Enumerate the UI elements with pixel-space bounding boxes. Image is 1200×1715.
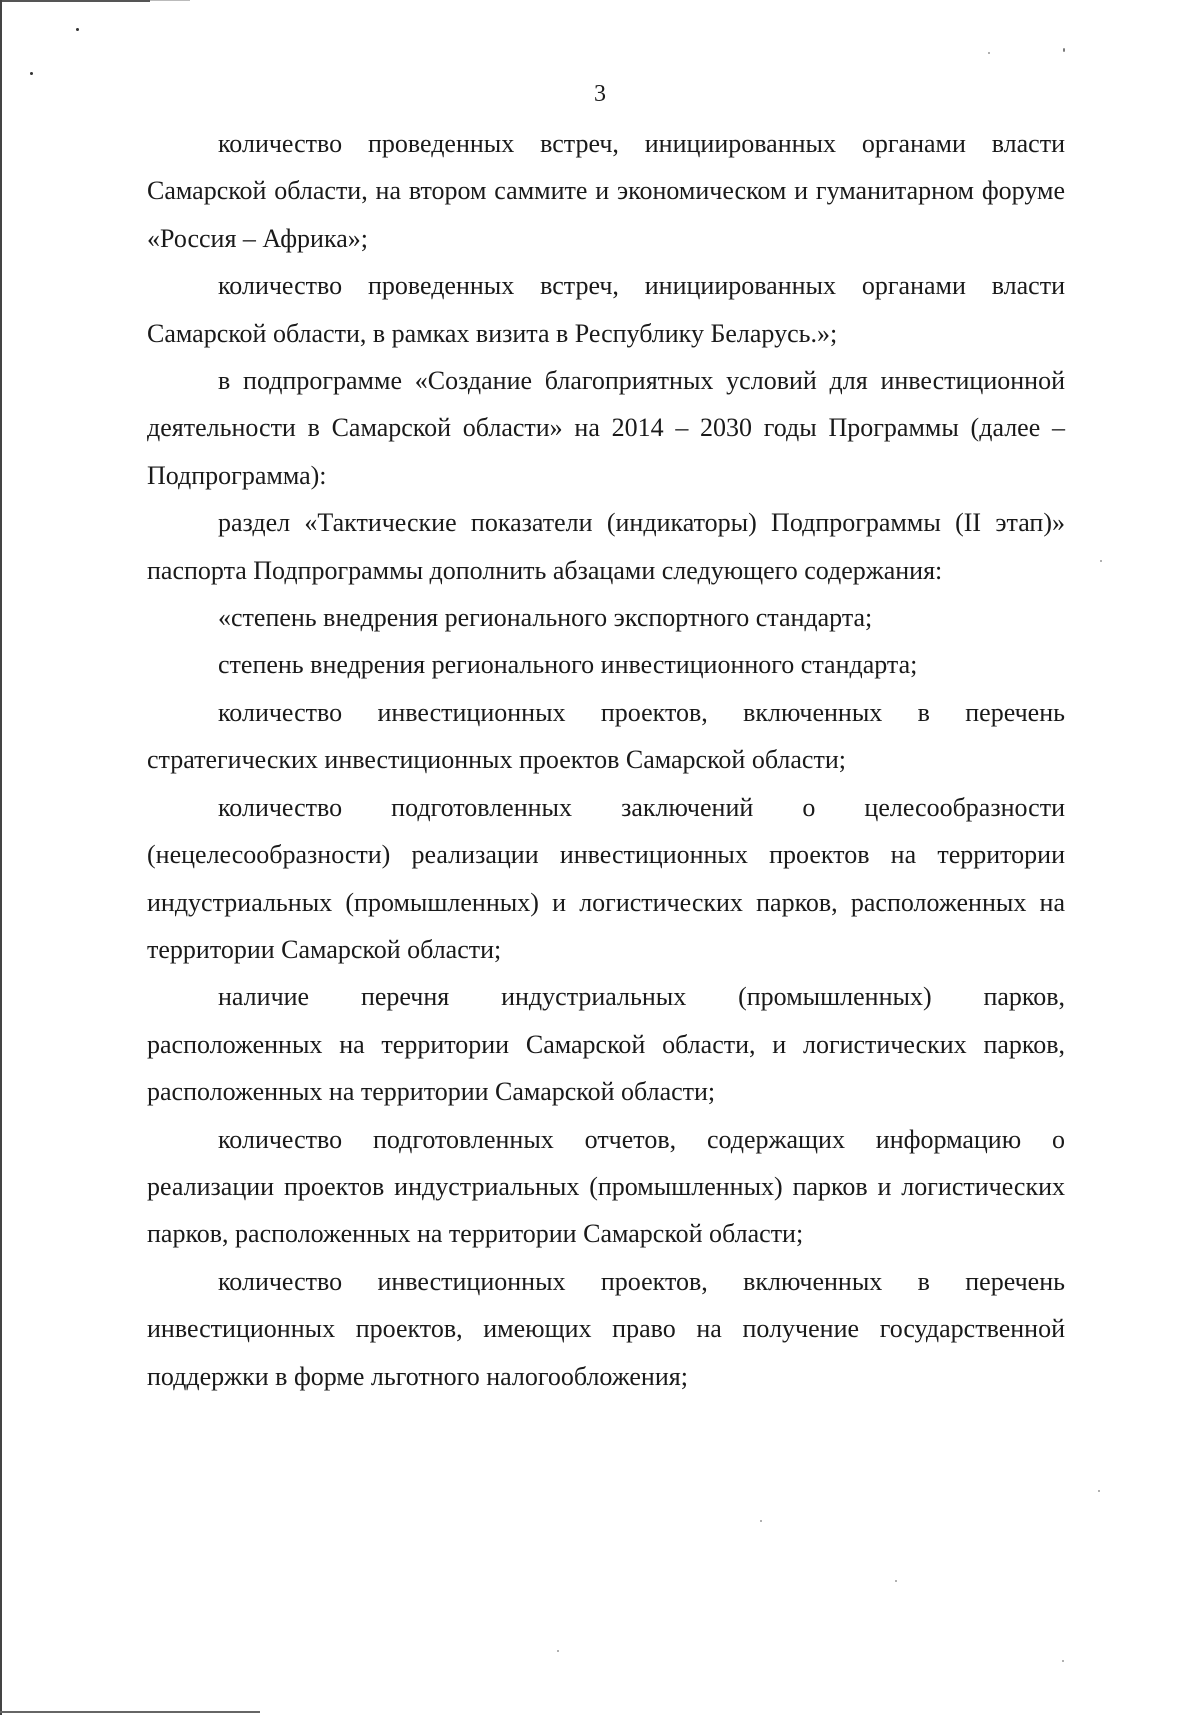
scan-edge-artifact [0, 0, 150, 2]
paragraph-subprogram-intro: в подпрограмме «Создание благоприятных условий для инвестиционной деятельности в Самарской области» на 2014 – 2030 годы Программы (далее – Подпрограмма): [147, 366, 1065, 490]
scan-speck [988, 52, 990, 54]
scan-speck [1062, 1660, 1064, 1662]
scan-speck [557, 1650, 559, 1652]
scan-speck [760, 1520, 762, 1522]
paragraph-meetings-africa: количество проведенных встреч, инициированных органами власти Самарской области, на втором саммите и экономическом и гуманитарном форуме «Россия – Африка»; [147, 129, 1065, 253]
paragraph-tax-support-projects: количество инвестиционных проектов, включенных в перечень инвестиционных проектов, имеющих право на получение государственной поддержки в форме льготного налогообложения; [147, 1266, 1065, 1391]
paragraph-section-amendment: раздел «Тактические показатели (индикаторы) Подпрограммы (II этап)» паспорта Подпрограммы дополнить абзацами следующего содержания: [147, 508, 1065, 585]
document-body [147, 120, 1065, 1400]
scan-edge-artifact [150, 0, 190, 1]
scan-edge-artifact [0, 1711, 260, 1713]
scan-speck [1100, 560, 1102, 562]
paragraph-parks-reports: количество подготовленных отчетов, содержащих информацию о реализации проектов индустриальных (промышленных) парков и логистических парков, расположенных на территории Самарской области; [147, 1124, 1065, 1249]
scan-speck [30, 72, 33, 75]
page-number: 3 [594, 81, 606, 107]
scan-speck [895, 1580, 897, 1582]
paragraph-investment-standard: степень внедрения регионального инвестиционного стандарта; [218, 650, 918, 680]
scan-edge-artifact [0, 0, 2, 1715]
paragraph-strategic-projects: количество инвестиционных проектов, включенных в перечень стратегических инвестиционных проектов Самарской области; [147, 697, 1065, 775]
scan-speck [1063, 48, 1065, 52]
scan-speck [1098, 1490, 1100, 1492]
paragraph-feasibility-conclusions: количество подготовленных заключений о целесообразности (нецелесообразности) реализации инвестиционных проектов на территории индустриальных (промышленных) и логистических парков, расположенных на территории Самарской области; [147, 792, 1065, 964]
paragraph-parks-list: наличие перечня индустриальных (промышленных) парков, расположенных на территории Самарской области, и логистических парков, расположенных на территории Самарской области; [147, 982, 1065, 1107]
paragraph-meetings-belarus: количество проведенных встреч, инициированных органами власти Самарской области, в рамках визита в Республику Беларусь.»; [147, 271, 1065, 348]
scan-speck [76, 28, 79, 31]
paragraph-export-standard: «степень внедрения регионального экспортного стандарта; [218, 603, 873, 633]
